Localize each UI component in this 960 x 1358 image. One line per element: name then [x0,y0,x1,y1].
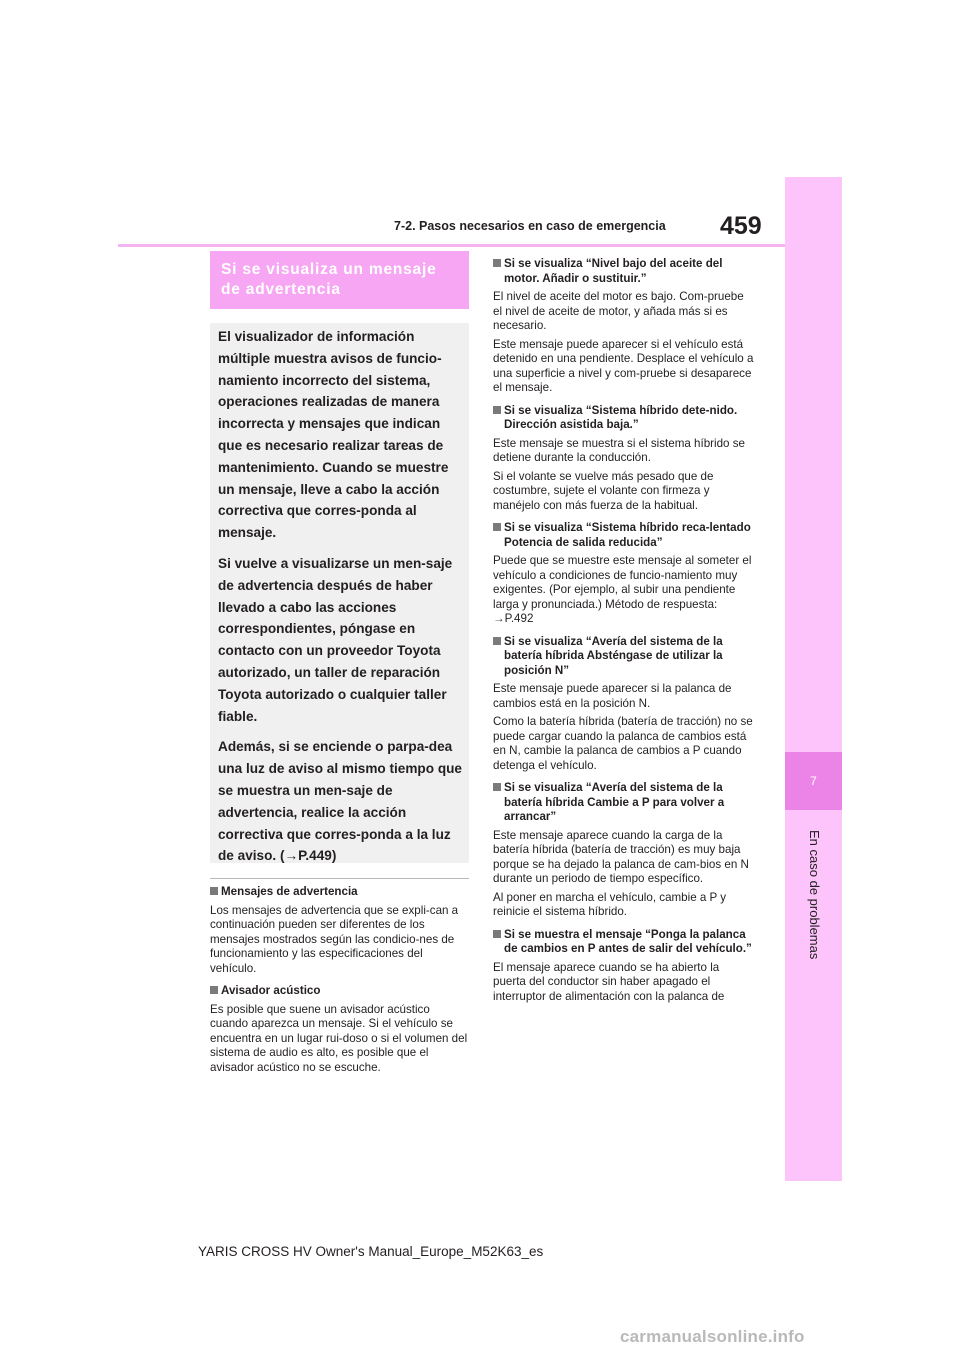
section-title-line-1: Si se visualiza un mensaje [221,261,437,278]
square-bullet-icon [493,783,501,791]
page-number: 459 [720,212,762,240]
list-item [493,928,755,1005]
item-heading: Si se visualiza “Avería del sistema de la batería híbrida Cambie a P para volver a arrancar” [504,781,725,823]
section-title-line-2: de advertencia [221,281,341,298]
chapter-side-tab [785,177,842,1181]
item-heading: Si se visualiza “Avería del sistema de la batería híbrida Absténgase de utilizar la posición N” [504,634,723,677]
list-item [210,984,469,1075]
square-bullet-icon [493,523,501,531]
list-item [210,885,469,976]
item-paragraph: Los mensajes de advertencia que se expli-can a continuación pueden ser diferentes de los mensajes mostrados según las condicio-nes de funcionamiento y las especificaciones del vehículo. [210,903,459,975]
intro-paragraph-2: Si vuelve a visualizarse un men-saje de advertencia después de haber llevado a cabo las acciones correspondientes, póngase en contacto con un proveedor Toyota autorizado, un taller de reparación Toyota autorizado o cualquier taller fiable. [218,555,453,724]
footer-manual-name: YARIS CROSS HV Owner's Manual_Europe_M52K63_es [198,1244,544,1259]
intro-paragraph-1: El visualizador de información múltiple muestra avisos de funcio-namiento incorrecto del sistema, operaciones realizadas de manera incorrecta y mensajes que indican que es necesario realizar tareas de mantenimiento. Cuando se muestre un mensaje, lleve a cabo la acción correctiva que corres-ponda al mensaje. [218,329,449,541]
item-heading: Si se visualiza “Sistema híbrido dete-nido. Dirección asistida baja.” [504,403,738,431]
square-bullet-icon [493,406,501,414]
item-paragraph: El nivel de aceite del motor es bajo. Com-pruebe el nivel de aceite de motor, y añada más si es necesario. [493,290,744,332]
left-column [210,878,469,1083]
square-bullet-icon [493,637,501,645]
site-watermark: carmanualsonline.info [620,1327,805,1346]
square-bullet-icon [493,930,501,938]
chapter-number-badge: 7 [785,752,842,810]
item-heading: Avisador acústico [221,984,321,997]
header-divider [118,244,786,247]
item-heading: Mensajes de advertencia [221,885,358,898]
item-paragraph: Al poner en marcha el vehículo, cambie a P y reinicie el sistema híbrido. [493,890,727,918]
item-paragraph: Puede que se muestre este mensaje al someter el vehículo a condiciones de funcio-namiento muy exigentes. (Por ejemplo, al subir una pendiente larga y pronunciada.) Método de respuesta: →P.492 [493,554,752,625]
item-heading: Si se visualiza “Sistema híbrido reca-lentado Potencia de salida reducida” [504,521,751,549]
list-item [493,404,755,514]
square-bullet-icon [210,887,218,895]
right-column [493,257,755,1012]
left-column-divider [210,878,469,879]
item-paragraph: Es posible que suene un avisador acústico cuando aparezca un mensaje. Si el vehículo se encuentra en un lugar rui-doso o si el volumen del sistema de audio es alto, es posible que el avisador acústico no se escuche. [210,1002,468,1074]
item-paragraph: Si el volante se vuelve más pesado que de costumbre, sujete el volante con firmeza y manéjelo con más fuerza de la habitual. [493,469,714,512]
square-bullet-icon [210,986,218,994]
list-item [493,635,755,774]
list-item [493,781,755,920]
item-paragraph: Este mensaje se muestra si el sistema híbrido se detiene durante la conducción. [493,436,745,464]
section-title-box [210,251,469,309]
item-paragraph: Como la batería híbrida (batería de tracción) no se puede cargar cuando la palanca de cambios está en N, cambie la palanca de cambios a P cuando detenga el vehículo. [493,715,753,772]
item-heading: Si se visualiza “Nivel bajo del aceite del motor. Añadir o sustituir.” [504,257,723,285]
item-paragraph: Este mensaje puede aparecer si el vehículo está detenido en una pendiente. Desplace el vehículo a una superficie a nivel y com-pruebe si desaparece el mensaje. [493,337,754,394]
section-header: 7-2. Pasos necesarios en caso de emergencia [394,219,666,233]
list-item [493,521,755,627]
item-paragraph: Este mensaje puede aparecer si la palanca de cambios está en la posición N. [493,682,732,710]
square-bullet-icon [493,259,501,267]
item-paragraph: Este mensaje aparece cuando la carga de la batería híbrida (batería de tracción) es muy baja porque se ha dejado la palanca de cam-bios en N durante un periodo de tiempo específico. [493,828,749,885]
intro-info-box [210,323,469,863]
chapter-side-label: En caso de problemas [807,830,822,960]
item-paragraph: El mensaje aparece cuando se ha abierto la puerta del conductor sin haber apagado el interruptor de alimentación con la palanca de [493,960,725,1003]
list-item [493,257,755,396]
item-heading: Si se muestra el mensaje “Ponga la palanca de cambios en P antes de salir del vehículo.” [504,927,752,955]
intro-paragraph-3: Además, si se enciende o parpa-dea una luz de aviso al mismo tiempo que se muestra un men-saje de advertencia, realice la acción correctiva que corres-ponda a la luz de aviso. (→P.449) [218,739,462,864]
